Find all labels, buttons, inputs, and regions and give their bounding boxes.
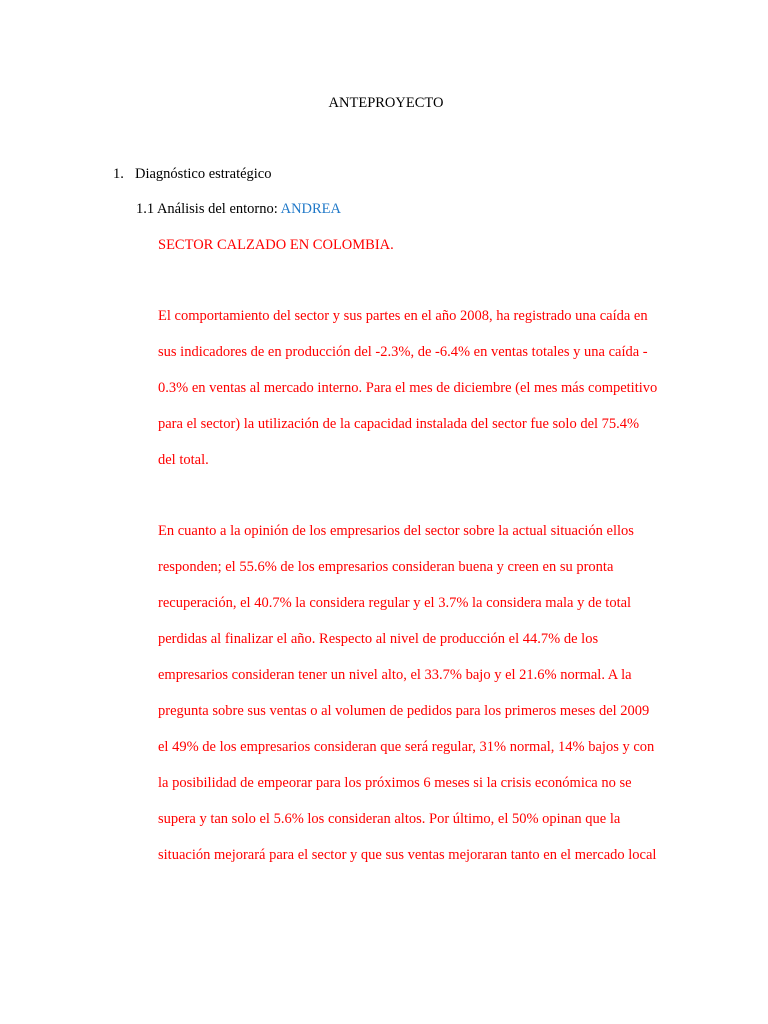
document-title: ANTEPROYECTO [328, 95, 444, 111]
subsection-heading-1-1 [136, 200, 341, 218]
paragraph-line: el 49% de los empresarios consideran que será regular, 31% normal, 14% bajos y con [158, 739, 655, 755]
subsection-label: 1.1 Análisis del entorno: [136, 201, 278, 217]
paragraph-line: situación mejorará para el sector y que sus ventas mejoraran tanto en el mercado local [158, 847, 657, 863]
paragraph-line: pregunta sobre sus ventas o al volumen de pedidos para los primeros meses del 2009 [158, 703, 650, 719]
paragraph-line: En cuanto a la opinión de los empresarios del sector sobre la actual situación ellos [158, 523, 634, 539]
sector-heading: SECTOR CALZADO EN COLOMBIA. [158, 237, 394, 253]
author-name: ANDREA [280, 201, 342, 217]
paragraph-2 [158, 522, 688, 882]
paragraph-line: recuperación, el 40.7% la considera regular y el 3.7% la considera mala y de total [158, 595, 632, 611]
paragraph-line: para el sector) la utilización de la capacidad instalada del sector fue solo del 75.4% [158, 416, 640, 432]
section-heading-1 [113, 165, 272, 183]
paragraph-line: responden; el 55.6% de los empresarios consideran buena y creen en su pronta [158, 559, 614, 575]
paragraph-1 [158, 307, 688, 487]
paragraph-line: sus indicadores de en producción del -2.3%, de -6.4% en ventas totales y una caída - [158, 344, 648, 360]
paragraph-line: empresarios consideran tener un nivel alto, el 33.7% bajo y el 21.6% normal. A la [158, 667, 632, 683]
paragraph-line: supera y tan solo el 5.6% los consideran altos. Por último, el 50% opinan que la [158, 811, 621, 827]
section-number: 1. [113, 166, 124, 182]
paragraph-line: del total. [158, 452, 209, 468]
paragraph-line: El comportamiento del sector y sus partes en el año 2008, ha registrado una caída en [158, 308, 648, 324]
paragraph-line: perdidas al finalizar el año. Respecto al nivel de producción el 44.7% de los [158, 631, 599, 647]
paragraph-line: 0.3% en ventas al mercado interno. Para el mes de diciembre (el mes más competitivo [158, 380, 658, 396]
section-heading-text: Diagnóstico estratégico [135, 166, 272, 182]
paragraph-line: la posibilidad de empeorar para los próximos 6 meses si la crisis económica no se [158, 775, 632, 791]
